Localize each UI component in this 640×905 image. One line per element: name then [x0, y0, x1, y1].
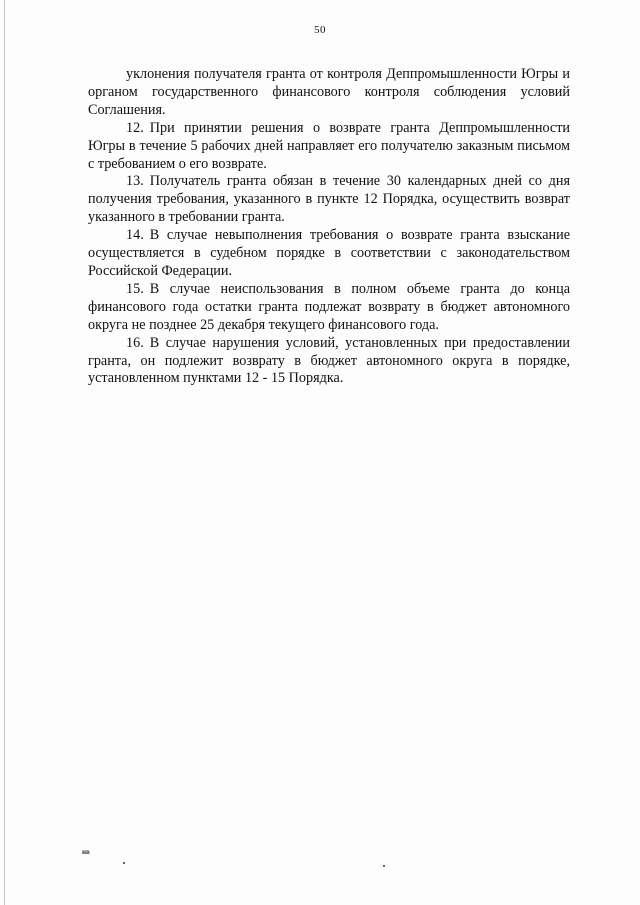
paragraph-16 [88, 335, 570, 389]
paragraph-12 [88, 120, 570, 174]
paragraph-text: При принятии решения о возврате гранта Деппромышленности Югры в течение 5 рабочих дней направляет его получателю заказным письмом с требованием о его возврате. [88, 119, 570, 172]
paragraph-14 [88, 227, 570, 281]
document-body [88, 66, 570, 388]
document-stamp: нв [82, 848, 90, 856]
paragraph-text: В случае невыполнения требования о возврате гранта взыскание осуществляется в судебном порядке в соответствии с законодательством Российской Федерации. [88, 227, 570, 279]
paragraph-number: 15. [126, 280, 144, 297]
scan-speck [383, 865, 385, 867]
paragraph-text: В случае неиспользования в полном объеме гранта до конца финансового года остатки гранта подлежат возврату в бюджет автономного округа не позднее 25 декабря текущего финансового года. [88, 280, 570, 333]
scan-speck [123, 862, 125, 864]
page-edge-line [4, 0, 5, 905]
paragraph-number: 16. [126, 334, 144, 351]
paragraph-number: 13. [126, 173, 144, 190]
paragraph-15 [88, 281, 570, 335]
paragraph-continuation [88, 66, 570, 120]
page-number: 50 [314, 24, 326, 36]
paragraph-text: В случае нарушения условий, установленных при предоставлении гранта, он подлежит возврату в бюджет автономного округа в порядке, установленном пунктами 12 - 15 Порядка. [88, 334, 570, 387]
paragraph-number: 12. [126, 119, 144, 136]
paragraph-number: 14. [126, 227, 144, 244]
paragraph-13 [88, 173, 570, 227]
paragraph-text: Получатель гранта обязан в течение 30 календарных дней со дня получения требования, указанного в пункте 12 Порядка, осуществить возврат указанного в требовании гранта. [88, 173, 570, 226]
paragraph-text: уклонения получателя гранта от контроля Деппромышленности Югры и органом государственного финансового контроля соблюдения условий Соглашения. [88, 66, 570, 118]
